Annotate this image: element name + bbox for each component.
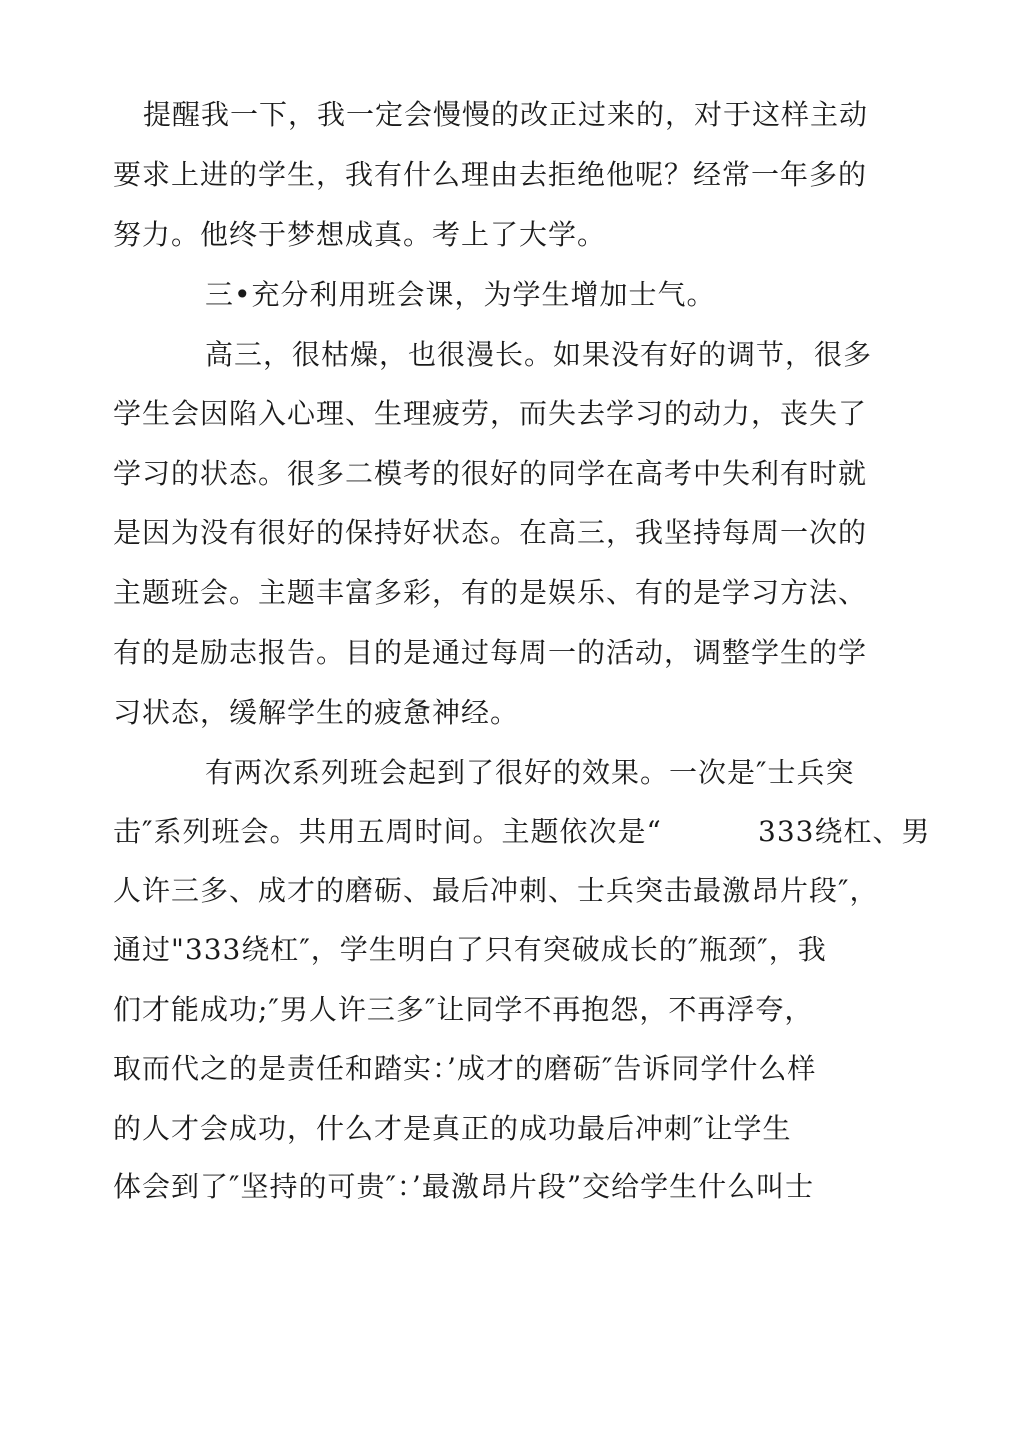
text-line: 有的是励志报告。目的是通过每周一的活动，调整学生的学 [113, 636, 868, 669]
text-line: 要求上进的学生，我有什么理由去拒绝他呢？经常一年多的 [113, 158, 868, 191]
text-line: 人许三多、成才的磨砺、最后冲刺、士兵突击最激昂片段″， [113, 874, 879, 907]
text-line: 体会到了″坚持的可贵″：’最激昂片段”交给学生什么叫士 [113, 1170, 815, 1203]
text-line: 取而代之的是责任和踏实：’成才的磨砺″告诉同学什么样 [113, 1052, 817, 1085]
text-line: 主题班会。主题丰富多彩，有的是娱乐、有的是学习方法、 [113, 576, 868, 609]
text-line-tail: 333绕杠、男 [758, 815, 931, 848]
text-line: 们才能成功;″男人许三多″让同学不再抱怨，不再浮夸， [113, 993, 814, 1026]
text-line: 是因为没有很好的保持好状态。在高三，我坚持每周一次的 [113, 516, 868, 549]
text-line: 习状态，缓解学生的疲惫神经。 [113, 696, 520, 729]
text-line: 击″系列班会。共用五周时间。主题依次是“ [113, 815, 662, 848]
text-line: 通过"333绕杠″，学生明白了只有突破成长的″瓶颈″，我 [113, 933, 827, 966]
text-line: 的人才会成功，什么才是真正的成功最后冲刺″让学生 [113, 1112, 792, 1145]
text-line: 提醒我一下，我一定会慢慢的改正过来的，对于这样主动 [143, 98, 869, 131]
text-line: 高三，很枯燥，也很漫长。如果没有好的调节，很多 [205, 338, 873, 371]
text-line: 学生会因陷入心理、生理疲劳，而失去学习的动力，丧失了 [113, 397, 868, 430]
text-line: 学习的状态。很多二模考的很好的同学在高考中失利有时就 [113, 457, 868, 490]
text-line: 有两次系列班会起到了很好的效果。一次是″士兵突 [205, 756, 855, 789]
text-line: 努力。他终于梦想成真。考上了大学。 [113, 218, 607, 251]
section-heading: 三•充分利用班会课，为学生增加士气。 [205, 278, 716, 311]
